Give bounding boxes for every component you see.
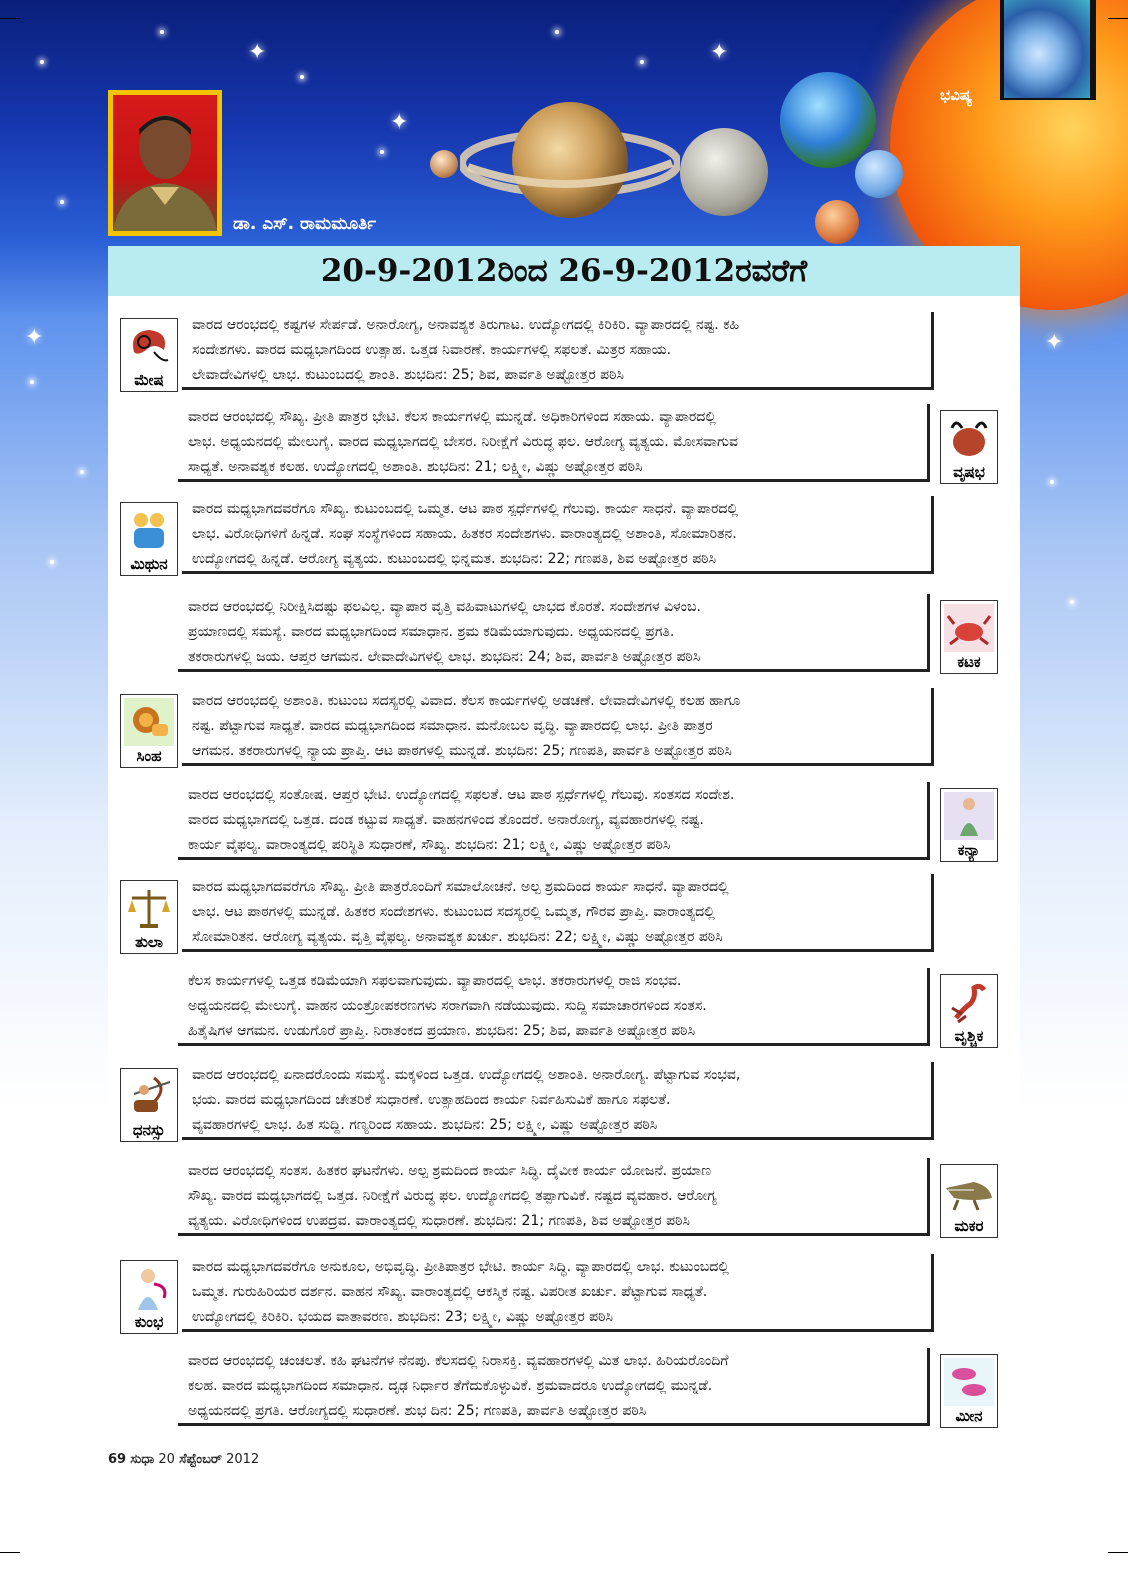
twins-icon [124,506,174,554]
star-icon [160,30,164,34]
horoscope-entry-simha [120,688,950,770]
star-icon [300,75,304,79]
entry-text [182,312,934,390]
sign-badge [120,1068,178,1142]
sign-badge [120,1260,178,1334]
ram-icon [124,322,174,370]
horoscope-entry-kanya [178,782,1003,864]
sparkle-icon: ✦ [1045,330,1064,355]
magazine-name: ಸುಧಾ [130,1452,155,1467]
water-bearer-icon [124,1264,174,1312]
star-icon [60,200,64,204]
sign-name: ವೃಶ್ಚಿಕ [954,1027,984,1045]
bull-icon [944,414,994,462]
crop-mark [1108,1552,1128,1553]
maiden-icon [944,792,994,840]
horoscope-entry-tula [120,874,950,956]
scorpion-icon [944,978,994,1026]
sign-name: ಮೇಷ [134,371,164,389]
sign-badge [120,694,178,768]
sparkle-icon: ✦ [25,325,44,350]
entry-line: ಉದ್ಯೋಗದಲ್ಲಿ ಕಿರಿಕಿರಿ. ಭಯದ ವಾತಾವರಣ. ಶುಭದಿನ: 23; ಲಕ್ಷ್ಮೀ, ವಿಷ್ಣು ಅಷ್ಟೋತ್ತರ ಪಠಿಸಿ [192,1309,613,1325]
entry-line: ವ್ಯತ್ಯಯ. ವಿರೋಧಿಗಳಿಂದ ಉಪದ್ರವ. ವಾರಾಂತ್ಯದಲ್ಲಿ ಸುಧಾರಣೆ. ಶುಭದಿನ: 21; ಗಣಪತಿ, ಶಿವ ಅಷ್ಟೋತ್ತರ ಪಠಿಸಿ [188,1213,690,1229]
entry-text [178,782,930,860]
sign-name: ಧನಸ್ಸು [132,1121,166,1139]
sign-badge [120,318,178,392]
sign-name: ಮಕರ [954,1217,984,1235]
crocodile-icon [944,1168,994,1216]
sign-name: ತುಲಾ [135,933,163,951]
entry-text [178,1158,930,1236]
lion-icon [124,698,174,746]
star-icon [640,60,644,64]
entry-line: ನಷ್ಟ. ಪೆಟ್ಟಾಗುವ ಸಾಧ್ಯತೆ. ವಾರದ ಮಧ್ಯಭಾಗದಿಂದ ಸಮಾಧಾನ. ಮನೋಬಲ ವೃದ್ಧಿ. ವ್ಯಾಪಾರದಲ್ಲಿ ಲಾಭ. ಪ್ರೀತಿ ಪಾತ್ರರ [192,718,713,734]
sign-badge [940,600,998,674]
earth-icon [780,72,876,168]
entry-text [182,1254,934,1332]
sign-name: ಮಿಥುನ [130,555,168,573]
page-number: 69 [108,1452,127,1467]
issue-year: 2012 [226,1452,260,1467]
entry-text [178,1348,930,1426]
entry-line: ಅಧ್ಯಯನದಲ್ಲಿ ಪ್ರಗತಿ. ಆರೋಗ್ಯದಲ್ಲಿ ಸುಧಾರಣೆ. ಶುಭ ದಿನ: 25; ಗಣಪತಿ, ಪಾರ್ವತಿ ಅಷ್ಟೋತ್ತರ ಪಠಿಸಿ [188,1403,647,1419]
entry-text [178,968,930,1046]
entry-text [182,874,934,952]
sparkle-icon: ✦ [390,110,409,135]
entry-text [182,496,934,574]
entry-line: ಲಾಭ. ಅಧ್ಯಯನದಲ್ಲಿ ಮೇಲುಗೈ. ವಾರದ ಮಧ್ಯಭಾಗದಲ್ಲಿ ಬೇಸರ. ನಿರೀಕ್ಷೆಗೆ ವಿರುದ್ಧ ಫಲ. ಆರೋಗ್ಯ ವ್ಯತ್ಯಯ. ಮೋಸವಾಗುವ [188,434,738,450]
star-icon [380,150,384,154]
entry-line: ವಾರದ ಆರಂಭದಲ್ಲಿ ಸಂತೋಷ. ಆಪ್ತರ ಭೇಟಿ. ಉದ್ಯೋಗದಲ್ಲಿ ಸಫಲತೆ. ಆಟ ಪಾಠ ಸ್ಪರ್ಧೆಗಳಲ್ಲಿ ಗೆಲುವು. ಸಂತಸದ ಸಂದೇಶ. [188,787,735,803]
sign-name: ವೃಷಭ [953,463,985,481]
star-icon [40,60,44,64]
sign-name: ಕುಂಭ [134,1313,164,1331]
horoscope-entry-kataka [178,594,1003,676]
entry-line: ವಾರದ ಮಧ್ಯಭಾಗದವರೆಗೂ ಸೌಖ್ಯ. ಪ್ರೀತಿ ಪಾತ್ರರೊಂದಿಗೆ ಸಮಾಲೋಚನೆ. ಅಲ್ಪ ಶ್ರಮದಿಂದ ಕಾರ್ಯ ಸಾಧನೆ. ವ್ಯಾಪಾರದಲ್ಲಿ [192,879,729,895]
star-icon [50,560,54,564]
mars-icon [815,200,859,244]
entry-line: ಕಲಹ. ವಾರದ ಮಧ್ಯಭಾಗದಿಂದ ಸಮಾಧಾನ. ದೃಢ ನಿರ್ಧಾರ ತೆಗೆದುಕೊಳ್ಳುವಿಕೆ. ಶ್ರಮವಾದರೂ ಉದ್ಯೋಗದಲ್ಲಿ ಮುನ್ನಡೆ. [188,1378,713,1394]
fish-icon [944,1358,994,1406]
entry-line: ವಾರದ ಮಧ್ಯಭಾಗದವರೆಗೂ ಅನುಕೂಲ, ಅಭಿವೃದ್ಧಿ. ಪ್ರೀತಿಪಾತ್ರರ ಭೇಟಿ. ಕಾರ್ಯ ಸಿದ್ಧಿ. ವ್ಯಾಪಾರದಲ್ಲಿ ಲಾಭ. ಕುಟುಂಬದಲ್ಲಿ [192,1259,729,1275]
issue-month: ಸೆಪ್ಟೆಂಬರ್ [179,1452,222,1467]
entry-line: ವ್ಯವಹಾರಗಳಲ್ಲಿ ಲಾಭ. ಹಿತ ಸುದ್ದಿ. ಗಣ್ಯರಿಂದ ಸಹಾಯ. ಶುಭದಿನ: 25; ಲಕ್ಷ್ಮೀ, ವಿಷ್ಣು ಅಷ್ಟೋತ್ತರ ಪಠಿಸಿ [192,1117,658,1133]
sign-name: ಸಿಂಹ [136,747,162,765]
entry-line: ವಾರದ ಮಧ್ಯಭಾಗದಲ್ಲಿ ಒತ್ತಡ. ದಂಡ ಕಟ್ಟುವ ಸಾಧ್ಯತೆ. ವಾಹನಗಳಿಂದ ತೊಂದರೆ. ಅನಾರೋಗ್ಯ, ವ್ಯವಹಾರಗಳಲ್ಲಿ ನಷ್ಟ. [188,812,704,828]
entry-line: ಲಾಭ. ವಿರೋಧಿಗಳಿಗೆ ಹಿನ್ನಡೆ. ಸಂಘ ಸಂಸ್ಥೆಗಳಿಂದ ಸಹಾಯ. ಹಿತಕರ ಸಂದೇಶಗಳು. ವಾರಾಂತ್ಯದಲ್ಲಿ ಅಶಾಂತಿ, ಸೋಮಾರಿತನ. [192,526,737,542]
horoscope-entry-mesha [120,312,950,394]
crop-mark [0,1552,20,1553]
star-icon [80,470,84,474]
entry-line: ವಾರದ ಆರಂಭದಲ್ಲಿ ಕಷ್ಟಗಳ ಸೇರ್ಪಡೆ. ಅನಾರೋಗ್ಯ, ಅನಾವಶ್ಯಕ ತಿರುಗಾಟ. ಉದ್ಯೋಗದಲ್ಲಿ ಕಿರಿಕಿರಿ. ವ್ಯಾಪಾರದಲ್ಲಿ ನಷ್ಟ. ಕಹಿ [192,317,740,333]
entry-line: ಸೋಮಾರಿತನ. ಆರೋಗ್ಯ ವ್ಯತ್ಯಯ. ವೃತ್ತಿ ವೈಫಲ್ಯ. ಅನಾವಶ್ಯಕ ಖರ್ಚು. ಶುಭದಿನ: 22; ಲಕ್ಷ್ಮೀ, ವಿಷ್ಣು ಅಷ್ಟೋತ್ತರ ಪಠಿಸಿ [192,929,723,945]
horoscope-entry-makara [178,1158,1003,1240]
entry-text [182,1062,934,1140]
horoscope-entry-meena [178,1348,1003,1430]
entry-line: ಲೇವಾದೇವಿಗಳಲ್ಲಿ ಲಾಭ. ಕುಟುಂಬದಲ್ಲಿ ಶಾಂತಿ. ಶುಭದಿನ: 25; ಶಿವ, ಪಾರ್ವತಿ ಅಷ್ಟೋತ್ತರ ಪಠಿಸಿ [192,367,624,383]
star-icon [1070,600,1074,604]
entry-line: ಭಯ. ವಾರದ ಮಧ್ಯಭಾಗದಿಂದ ಚೇತರಿಕೆ ಸುಧಾರಣೆ. ಉತ್ಸಾಹದಿಂದ ಕಾರ್ಯ ನಿರ್ವಹಿಸುವಿಕೆ ಹಾಗೂ ಸಫಲತೆ. [192,1092,671,1108]
horoscope-entry-kumbha [120,1254,950,1336]
saturn-icon [460,85,680,235]
sign-badge [940,788,998,862]
moon-icon [680,128,768,216]
sign-name: ಕನ್ಯಾ [957,841,981,859]
entry-line: ಕಾರ್ಯ ವೈಫಲ್ಯ. ವಾರಾಂತ್ಯದಲ್ಲಿ ಪರಿಸ್ಥಿತಿ ಸುಧಾರಣೆ, ಸೌಖ್ಯ. ಶುಭದಿನ: 21; ಲಕ್ಷ್ಮೀ, ವಿಷ್ಣು ಅಷ್ಟೋತ್ತರ ಪಠಿಸಿ [188,837,671,853]
sign-badge [940,1164,998,1238]
entry-line: ಕೆಲಸ ಕಾರ್ಯಗಳಲ್ಲಿ ಒತ್ತಡ ಕಡಿಮೆಯಾಗಿ ಸಫಲವಾಗುವುದು. ವ್ಯಾಪಾರದಲ್ಲಿ ಲಾಭ. ತಕರಾರುಗಳಲ್ಲಿ ರಾಜಿ ಸಂಭವ. [188,973,682,989]
person-icon [113,95,217,231]
entry-line: ವಾರದ ಮಧ್ಯಭಾಗದವರೆಗೂ ಸೌಖ್ಯ. ಕುಟುಂಬದಲ್ಲಿ ಒಮ್ಮತ. ಆಟ ಪಾಠ ಸ್ಪರ್ಧೆಗಳಲ್ಲಿ ಗೆಲುವು. ಕಾರ್ಯ ಸಾಧನೆ. ವ್ಯಾಪಾರದಲ್ಲಿ [192,501,738,517]
entry-line: ಸಾಧ್ಯತೆ. ಅನಾವಶ್ಯಕ ಕಲಹ. ಉದ್ಯೋಗದಲ್ಲಿ ಅಶಾಂತಿ. ಶುಭದಿನ: 21; ಲಕ್ಷ್ಮೀ, ವಿಷ್ಣು ಅಷ್ಟೋತ್ತರ ಪಠಿಸಿ [188,459,643,475]
sparkle-icon: ✦ [710,40,729,65]
star-icon [1050,480,1054,484]
entry-line: ವಾರದ ಆರಂಭದಲ್ಲಿ ಸಂತಸ. ಹಿತಕರ ಘಟನೆಗಳು. ಅಲ್ಪ ಶ್ರಮದಿಂದ ಕಾರ್ಯ ಸಿದ್ಧಿ. ದೈವೀಕ ಕಾರ್ಯ ಯೋಜನೆ. ಪ್ರಯಾಣ [188,1163,712,1179]
star-icon [555,30,559,34]
entry-line: ವಾರದ ಆರಂಭದಲ್ಲಿ ಅಶಾಂತಿ. ಕುಟುಂಬ ಸದಸ್ಯರಲ್ಲಿ ವಿವಾದ. ಕೆಲಸ ಕಾರ್ಯಗಳಲ್ಲಿ ಅಡಚಣೆ. ಲೇವಾದೇವಿಗಳಲ್ಲಿ ಕಲಹ ಹಾಗೂ [192,693,741,709]
issue-day: 20 [158,1452,175,1467]
sign-name: ಮೀನ [955,1407,983,1425]
entry-line: ವಾರದ ಆರಂಭದಲ್ಲಿ ಏನಾದರೊಂದು ಸಮಸ್ಯೆ. ಮಕ್ಕಳಿಂದ ಒತ್ತಡ. ಉದ್ಯೋಗದಲ್ಲಿ ಅಶಾಂತಿ. ಅನಾರೋಗ್ಯ. ಪೆಟ್ಟಾಗುವ ಸಂಭವ, [192,1067,741,1083]
entry-text [182,688,934,766]
horoscope-entry-vrishchika [178,968,1003,1050]
entry-line: ಅಧ್ಯಯನದಲ್ಲಿ ಮೇಲುಗೈ. ವಾಹನ ಯಂತ್ರೋಪಕರಣಗಳು ಸರಾಗವಾಗಿ ನಡೆಯುವುದು. ಸುದ್ದಿ ಸಮಾಚಾರಗಳಿಂದ ಸಂತಸ. [188,998,707,1014]
horoscope-entry-mithuna [120,496,950,578]
archer-icon [124,1072,174,1120]
entry-line: ಸಂದೇಶಗಳು. ವಾರದ ಮಧ್ಯಭಾಗದಿಂದ ಉತ್ಸಾಹ. ಒತ್ತಡ ನಿವಾರಣೆ. ಕಾರ್ಯಗಳಲ್ಲಿ ಸಫಲತೆ. ಮಿತ್ರರ ಸಹಾಯ. [192,342,672,358]
author-name: ಡಾ. ಎಸ್. ರಾಮಮೂರ್ತಿ [233,214,377,234]
crop-mark [1108,18,1128,19]
sign-badge [940,410,998,484]
crab-icon [944,604,994,652]
sign-badge [940,1354,998,1428]
entry-line: ವಾರದ ಆರಂಭದಲ್ಲಿ ಚಂಚಲತೆ. ಕಹಿ ಘಟನೆಗಳ ನೆನಪು. ಕೆಲಸದಲ್ಲಿ ನಿರಾಸಕ್ತಿ. ವ್ಯವಹಾರಗಳಲ್ಲಿ ಮಿತ ಲಾಭ. ಹಿರಿಯರೊಂದಿಗೆ [188,1353,729,1369]
neptune-icon [855,150,903,198]
section-label: ಭವಿಷ್ಯ [940,86,973,104]
entry-text [178,594,930,672]
horoscope-entry-vrishabha [178,404,1003,486]
page-title: 20-9-2012ರಿಂದ 26-9-2012ರವರೆಗೆ [320,253,808,289]
sign-name: ಕಟಕ [957,653,981,671]
entry-line: ಲಾಭ. ಆಟ ಪಾಠಗಳಲ್ಲಿ ಮುನ್ನಡೆ. ಹಿತಕರ ಸಂದೇಶಗಳು. ಕುಟುಂಬದ ಸದಸ್ಯರಲ್ಲಿ ಒಮ್ಮತ, ಗೌರವ ಪ್ರಾಪ್ತಿ. ವಾರಾಂತ್ಯದಲ್ಲಿ [192,904,715,920]
entry-text [178,404,930,482]
star-icon [30,380,34,384]
scales-icon [124,884,174,932]
author-photo [113,95,217,231]
entry-line: ತಕರಾರುಗಳಲ್ಲಿ ಜಯ. ಆಪ್ತರ ಆಗಮನ. ಲೇವಾದೇವಿಗಳಲ್ಲಿ ಲಾಭ. ಶುಭದಿನ: 24; ಶಿವ, ಪಾರ್ವತಿ ಅಷ್ಟೋತ್ತರ ಪಠಿಸಿ [188,649,701,665]
entry-line: ಉದ್ಯೋಗದಲ್ಲಿ ಹಿನ್ನಡೆ. ಆರೋಗ್ಯ ವ್ಯತ್ಯಯ. ಕುಟುಂಬದಲ್ಲಿ ಭಿನ್ನಮತ. ಶುಭದಿನ: 22; ಗಣಪತಿ, ಶಿವ ಅಷ್ಟೋತ್ತರ ಪಠಿಸಿ [192,551,717,567]
entry-line: ವಾರದ ಆರಂಭದಲ್ಲಿ ನಿರೀಕ್ಷಿಸಿದಷ್ಟು ಫಲವಿಲ್ಲ. ವ್ಯಾಪಾರ ವೃತ್ತಿ ವಹಿವಾಟುಗಳಲ್ಲಿ ಲಾಭದ ಕೊರತೆ. ಸಂದೇಶಗಳ ವಿಳಂಬ. [188,599,701,615]
entry-line: ಸೌಖ್ಯ. ವಾರದ ಮಧ್ಯಭಾಗದಲ್ಲಿ ಒತ್ತಡ. ನಿರೀಕ್ಷೆಗೆ ವಿರುದ್ಧ ಫಲ. ಉದ್ಯೋಗದಲ್ಲಿ ತಪ್ಪಾಗುವಿಕೆ. ನಷ್ಟದ ವ್ಯವಹಾರ. ಆರೋಗ್ಯ [188,1188,717,1204]
entry-line: ಒಮ್ಮತ. ಗುರುಹಿರಿಯರ ದರ್ಶನ. ವಾಹನ ಸೌಖ್ಯ. ವಾರಾಂತ್ಯದಲ್ಲಿ ಆಕಸ್ಮಿಕ ನಷ್ಟ. ವಿಪರೀತ ಖರ್ಚು. ಪೆಟ್ಟಾಗುವ ಸಾಧ್ಯತೆ. [192,1284,708,1300]
sign-badge [120,880,178,954]
sign-badge [940,974,998,1048]
sparkle-icon: ✦ [248,40,267,65]
crop-mark [0,18,20,19]
globe-icon [1004,0,1090,98]
page-footer [108,1452,259,1467]
entry-line: ವಾರದ ಆರಂಭದಲ್ಲಿ ಸೌಖ್ಯ. ಪ್ರೀತಿ ಪಾತ್ರರ ಭೇಟಿ. ಕೆಲಸ ಕಾರ್ಯಗಳಲ್ಲಿ ಮುನ್ನಡೆ. ಅಧಿಕಾರಿಗಳಿಂದ ಸಹಾಯ. ವ್ಯಾಪಾರದಲ್ಲಿ [188,409,716,425]
horoscope-entry-dhanassu [120,1062,950,1144]
entry-line: ಆಗಮನ. ತಕರಾರುಗಳಲ್ಲಿ ನ್ಯಾಯ ಪ್ರಾಪ್ತಿ. ಆಟ ಪಾಠಗಳಲ್ಲಿ ಮುನ್ನಡೆ. ಶುಭದಿನ: 25; ಗಣಪತಿ, ಪಾರ್ವತಿ ಅಷ್ಟೋತ್ತರ ಪಠಿಸಿ [192,743,732,759]
mercury-icon [430,150,458,178]
entry-line: ಹಿತೈಷಿಗಳ ಆಗಮನ. ಉಡುಗೊರೆ ಪ್ರಾಪ್ತಿ. ನಿರಾತಂಕದ ಪ್ರಯಾಣ. ಶುಭದಿನ: 25; ಶಿವ, ಪಾರ್ವತಿ ಅಷ್ಟೋತ್ತರ ಪಠಿಸಿ [188,1023,696,1039]
entry-line: ಪ್ರಯಾಣದಲ್ಲಿ ಸಮಸ್ಯೆ. ವಾರದ ಮಧ್ಯಭಾಗದಿಂದ ಸಮಾಧಾನ. ಶ್ರಮ ಕಡಿಮೆಯಾಗುವುದು. ಅಧ್ಯಯನದಲ್ಲಿ ಪ್ರಗತಿ. [188,624,675,640]
sign-badge [120,502,178,576]
